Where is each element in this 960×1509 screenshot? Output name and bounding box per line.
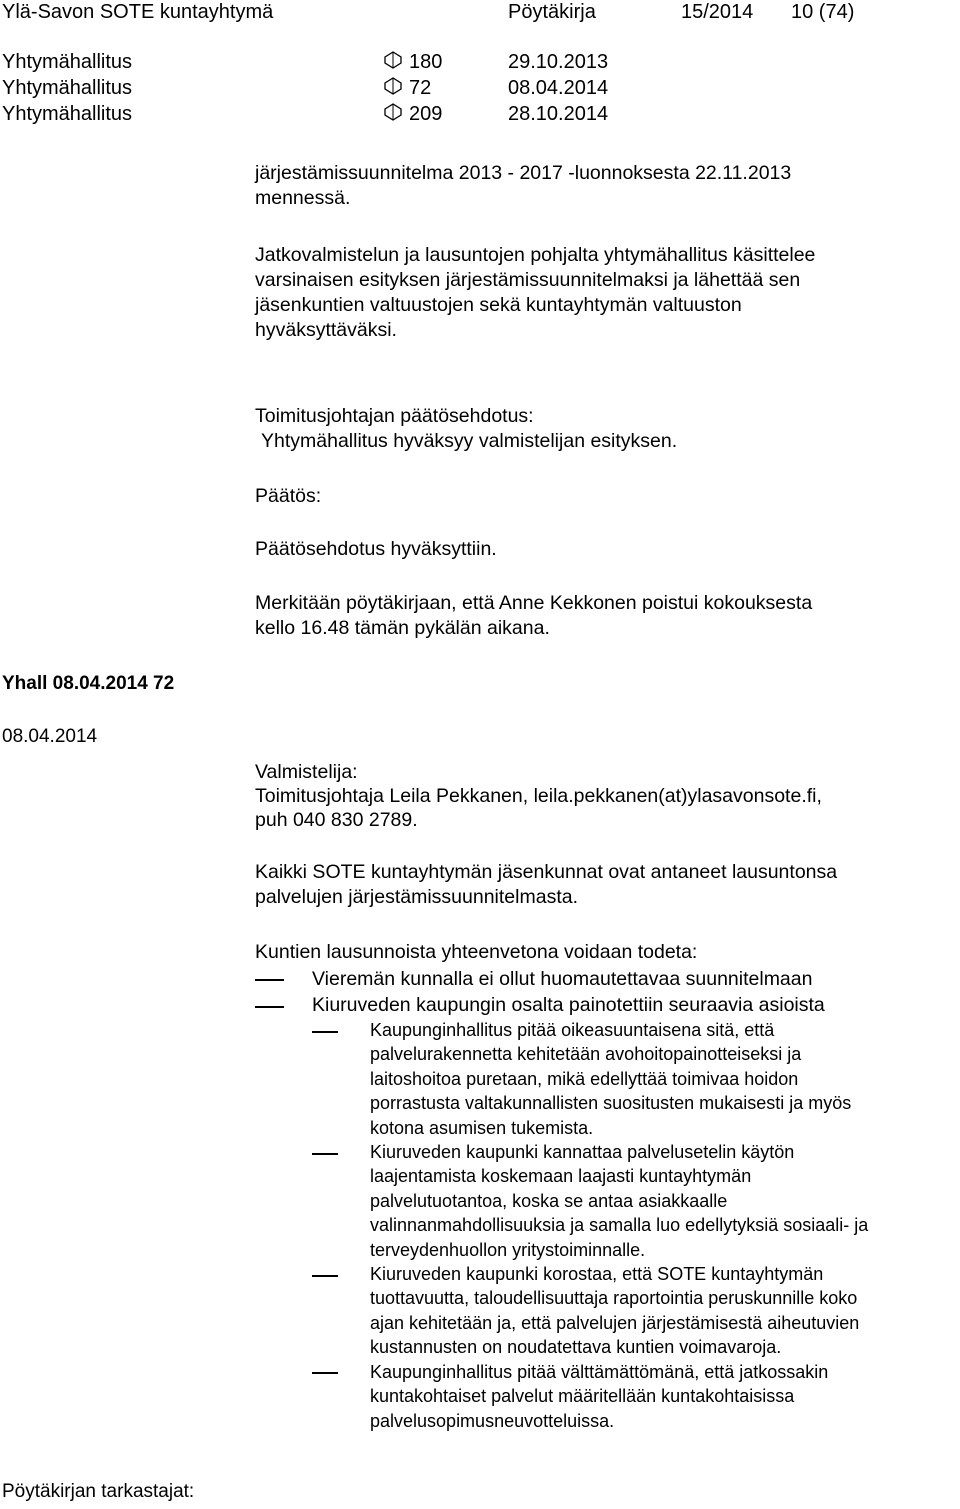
list-item: Kiuruveden kaupungin osalta painotettiin seuraavia asioista (312, 994, 825, 1016)
list-item-line: Kaupunginhallitus pitää oikeasuuntaisena sitä, että (370, 1020, 775, 1040)
info-line: Kaikki SOTE kuntayhtymän jäsenkunnat ovat antaneet lausuntonsa (255, 861, 838, 883)
dash-bullet-icon (312, 1153, 338, 1155)
list-item: Vieremän kunnalla ei ollut huomautettavaa suunnitelmaan (312, 968, 813, 990)
list-item-line: ajan kehitetään ja, että palvelujen järjestämisestä aiheutuvien (370, 1313, 860, 1333)
meeting-date: 08.04.2014 (508, 77, 609, 99)
note-line: Merkitään pöytäkirjaan, että Anne Kekkonen poistui kokouksesta (255, 592, 813, 614)
list-item-line: kustannusten on noudatettava kuntien voimavaroja. (370, 1337, 782, 1357)
book-icon (384, 103, 402, 121)
paragraph-line: varsinaisen esityksen järjestämissuunnitelmaksi ja lähettää sen (255, 269, 801, 291)
section-date: 08.04.2014 (2, 726, 98, 747)
list-item-line: porrastusta valtakunnallisten suositusten mukaisesti ja myös (370, 1093, 852, 1113)
dash-bullet-icon (255, 1006, 284, 1008)
note-line: kello 16.48 tämän pykälän aikana. (255, 617, 550, 639)
list-item-line: tuottavuutta, taloudellisuuttaja raportointia peruskunnille koko (370, 1288, 858, 1308)
proposal-label: Toimitusjohtajan päätösehdotus: (255, 405, 534, 427)
header-org: Ylä-Savon SOTE kuntayhtymä (2, 1, 274, 23)
preparer-line: Toimitusjohtaja Leila Pekkanen, leila.pekkanen(at)ylasavonsote.fi, (255, 785, 822, 807)
continuation-line: järjestämissuunnitelma 2013 - 2017 -luonnoksesta 22.11.2013 (255, 162, 792, 184)
dash-bullet-icon (312, 1275, 338, 1277)
paragraph-line: hyväksyttäväksi. (255, 319, 397, 341)
section-reference: Yhall 08.04.2014 72 (2, 673, 175, 694)
info-line: palvelujen järjestämissuunnitelmasta. (255, 886, 578, 908)
meeting-body: Yhtymähallitus (2, 77, 133, 99)
inspectors-label: Pöytäkirjan tarkastajat: (2, 1481, 195, 1502)
list-item-line: terveydenhuollon yritystoiminnalle. (370, 1240, 646, 1260)
book-icon (384, 51, 402, 69)
list-item-line: valinnanmahdollisuuksia ja samalla luo edellytyksiä sosiaali- ja (370, 1215, 869, 1235)
meeting-section: 72 (409, 77, 432, 99)
paragraph-line: jäsenkuntien valtuustojen sekä kuntayhtymän valtuuston (255, 294, 742, 316)
proposal-text: Yhtymähallitus hyväksyy valmistelijan esityksen. (261, 430, 678, 452)
header-number: 15/2014 (681, 1, 754, 23)
dash-bullet-icon (255, 979, 284, 981)
continuation-line: mennessä. (255, 187, 351, 209)
meeting-date: 29.10.2013 (508, 51, 609, 73)
decision-label: Päätös: (255, 485, 322, 507)
list-item-line: laajentamista koskemaan laajasti kuntayhtymän (370, 1166, 752, 1186)
list-item-line: Kiuruveden kaupunki korostaa, että SOTE kuntayhtymän (370, 1264, 824, 1284)
meeting-body: Yhtymähallitus (2, 51, 133, 73)
header-doc-type: Pöytäkirja (508, 1, 596, 23)
list-item-line: palvelusopimusneuvotteluissa. (370, 1411, 615, 1431)
preparer-line: puh 040 830 2789. (255, 809, 418, 831)
dash-bullet-icon (312, 1031, 338, 1033)
decision-text: Päätösehdotus hyväksyttiin. (255, 538, 497, 560)
meeting-body: Yhtymähallitus (2, 103, 133, 125)
list-item-line: palvelurakennetta kehitetään avohoitopainotteiseksi ja (370, 1044, 802, 1064)
list-item-line: kotona asumisen tukemista. (370, 1118, 594, 1138)
list-item-line: kuntakohtaiset palvelut määritellään kuntakohtaisissa (370, 1386, 795, 1406)
list-item-line: laitoshoitoa puretaan, mikä edellyttää toimivaa hoidon (370, 1069, 799, 1089)
list-item-line: Kiuruveden kaupunki kannattaa palvelusetelin käytön (370, 1142, 795, 1162)
list-item-line: Kaupunginhallitus pitää välttämättömänä, että jatkossakin (370, 1362, 829, 1382)
summary-intro: Kuntien lausunnoista yhteenvetona voidaan todeta: (255, 941, 698, 963)
list-item-line: palvelutuotantoa, koska se antaa asiakkaalle (370, 1191, 728, 1211)
dash-bullet-icon (312, 1372, 338, 1374)
header-page: 10 (74) (791, 1, 855, 23)
meeting-section: 180 (409, 51, 443, 73)
meeting-date: 28.10.2014 (508, 103, 609, 125)
preparer-label: Valmistelija: (255, 761, 358, 783)
paragraph-line: Jatkovalmistelun ja lausuntojen pohjalta yhtymähallitus käsittelee (255, 244, 816, 266)
meeting-section: 209 (409, 103, 443, 125)
book-icon (384, 77, 402, 95)
